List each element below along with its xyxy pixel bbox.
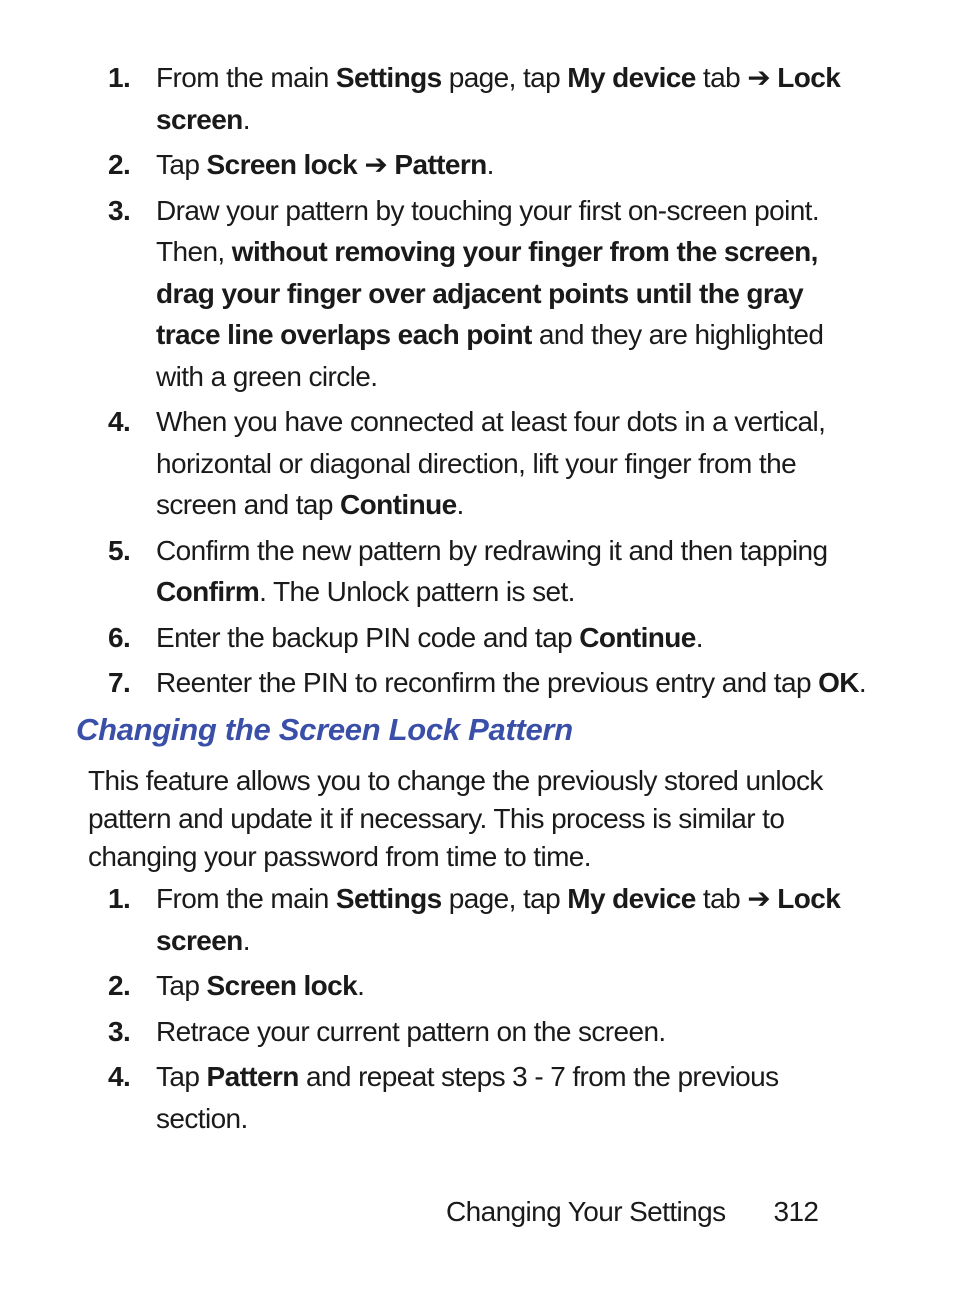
- arrow-icon: ➔: [364, 149, 388, 180]
- step-text-run: .: [858, 667, 867, 698]
- step-text-run: Enter the backup PIN code and tap: [156, 621, 580, 653]
- step-text-run: and they are highlighted with a green circle.: [156, 319, 824, 392]
- step-text: [156, 883, 840, 956]
- intro-line: changing your password from time to time.: [88, 841, 591, 872]
- step-item: [108, 965, 868, 1007]
- arrow-icon: ➔: [747, 883, 771, 914]
- step-text: [156, 406, 825, 520]
- step-text: [156, 149, 494, 180]
- ui-term: Continue: [340, 489, 457, 520]
- step-text: [156, 1016, 666, 1047]
- section-intro: [88, 762, 828, 876]
- ui-term: Confirm: [156, 576, 260, 607]
- step-text-run: .: [242, 924, 250, 956]
- section-heading: Changing the Screen Lock Pattern: [76, 712, 573, 747]
- ui-term: Screen lock: [206, 149, 358, 180]
- ui-term: My device: [567, 883, 696, 914]
- ui-term: Lock screen: [156, 62, 841, 135]
- step-text: [156, 195, 823, 392]
- step-item: [108, 530, 868, 613]
- step-number: 4.: [108, 406, 131, 437]
- step-text-run: .: [242, 103, 250, 135]
- ui-term: My device: [567, 62, 696, 93]
- step-number: 2.: [108, 149, 131, 180]
- step-text: [156, 62, 840, 135]
- step-text-run: Retrace your current pattern on the screen.: [156, 1015, 666, 1047]
- ui-term: Screen lock: [206, 970, 358, 1001]
- ui-term: Pattern: [206, 1061, 299, 1092]
- step-text-run: Reenter the PIN to reconfirm the previous entry and tap: [156, 667, 819, 698]
- step-item: [108, 1011, 868, 1053]
- step-item: [108, 401, 868, 526]
- step-text-run: and repeat steps 3 - 7 from the previous section.: [156, 1061, 779, 1134]
- step-text-run: page, tap: [441, 62, 568, 93]
- step-text-run: Tap: [156, 1061, 207, 1092]
- ui-term: without removing your finger from the screen, drag your finger over adjacent points until the gray trace line overlaps each point: [156, 236, 818, 350]
- step-text-run: From the main: [156, 883, 336, 914]
- step-number: 1.: [108, 62, 131, 93]
- step-item: [108, 1056, 868, 1139]
- ui-term: Pattern: [394, 149, 487, 180]
- ui-term: Lock screen: [156, 883, 841, 956]
- step-item: [108, 190, 868, 398]
- step-text-run: tab: [695, 883, 748, 914]
- step-text-run: When you have connected at least four dots in a vertical, horizontal or diagonal direction, lift your finger from the screen and tap: [156, 406, 826, 520]
- step-text-run: . The Unlock pattern is set.: [259, 576, 575, 607]
- page-footer: [446, 1196, 818, 1228]
- ui-term: OK: [818, 667, 859, 698]
- step-text-run: .: [357, 970, 365, 1001]
- step-item: [108, 617, 868, 659]
- arrow-icon: ➔: [747, 62, 771, 93]
- step-text: [156, 970, 364, 1001]
- step-text: [156, 667, 866, 698]
- step-text-run: .: [456, 489, 464, 520]
- footer-section-title: Changing Your Settings: [446, 1196, 726, 1227]
- step-text: [156, 535, 828, 608]
- step-number: 6.: [108, 621, 131, 653]
- step-text-run: .: [695, 621, 703, 653]
- step-number: 3.: [108, 1015, 131, 1047]
- pattern-setup-steps: [108, 57, 868, 704]
- page-number: 312: [773, 1196, 819, 1227]
- step-item: [108, 57, 868, 140]
- intro-line: pattern and update it if necessary. This process is similar to: [88, 803, 785, 834]
- step-text: [156, 622, 703, 653]
- step-text-run: .: [486, 149, 494, 180]
- step-text-run: Draw your pattern by touching your first on-screen point. Then,: [156, 194, 820, 267]
- step-item: [108, 662, 868, 704]
- step-number: 4.: [108, 1061, 131, 1092]
- step-text-run: Confirm the new pattern by redrawing it and then tapping: [156, 534, 828, 566]
- step-text-run: tab: [695, 62, 748, 93]
- ui-term: Settings: [335, 883, 442, 914]
- intro-line: This feature allows you to change the previously stored unlock: [88, 765, 823, 796]
- step-item: [108, 878, 868, 961]
- step-text-run: page, tap: [441, 883, 568, 914]
- step-number: 5.: [108, 534, 131, 566]
- step-number: 2.: [108, 970, 131, 1001]
- ui-term: Continue: [579, 621, 696, 653]
- step-number: 7.: [108, 667, 131, 698]
- step-item: [108, 144, 868, 186]
- step-text-run: Tap: [156, 970, 207, 1001]
- pattern-change-steps: [108, 878, 868, 1139]
- step-text-run: Tap: [156, 149, 207, 180]
- step-text-run: From the main: [156, 62, 336, 93]
- step-number: 3.: [108, 194, 131, 226]
- step-text: [156, 1061, 779, 1134]
- step-number: 1.: [108, 883, 131, 914]
- ui-term: Settings: [335, 62, 442, 93]
